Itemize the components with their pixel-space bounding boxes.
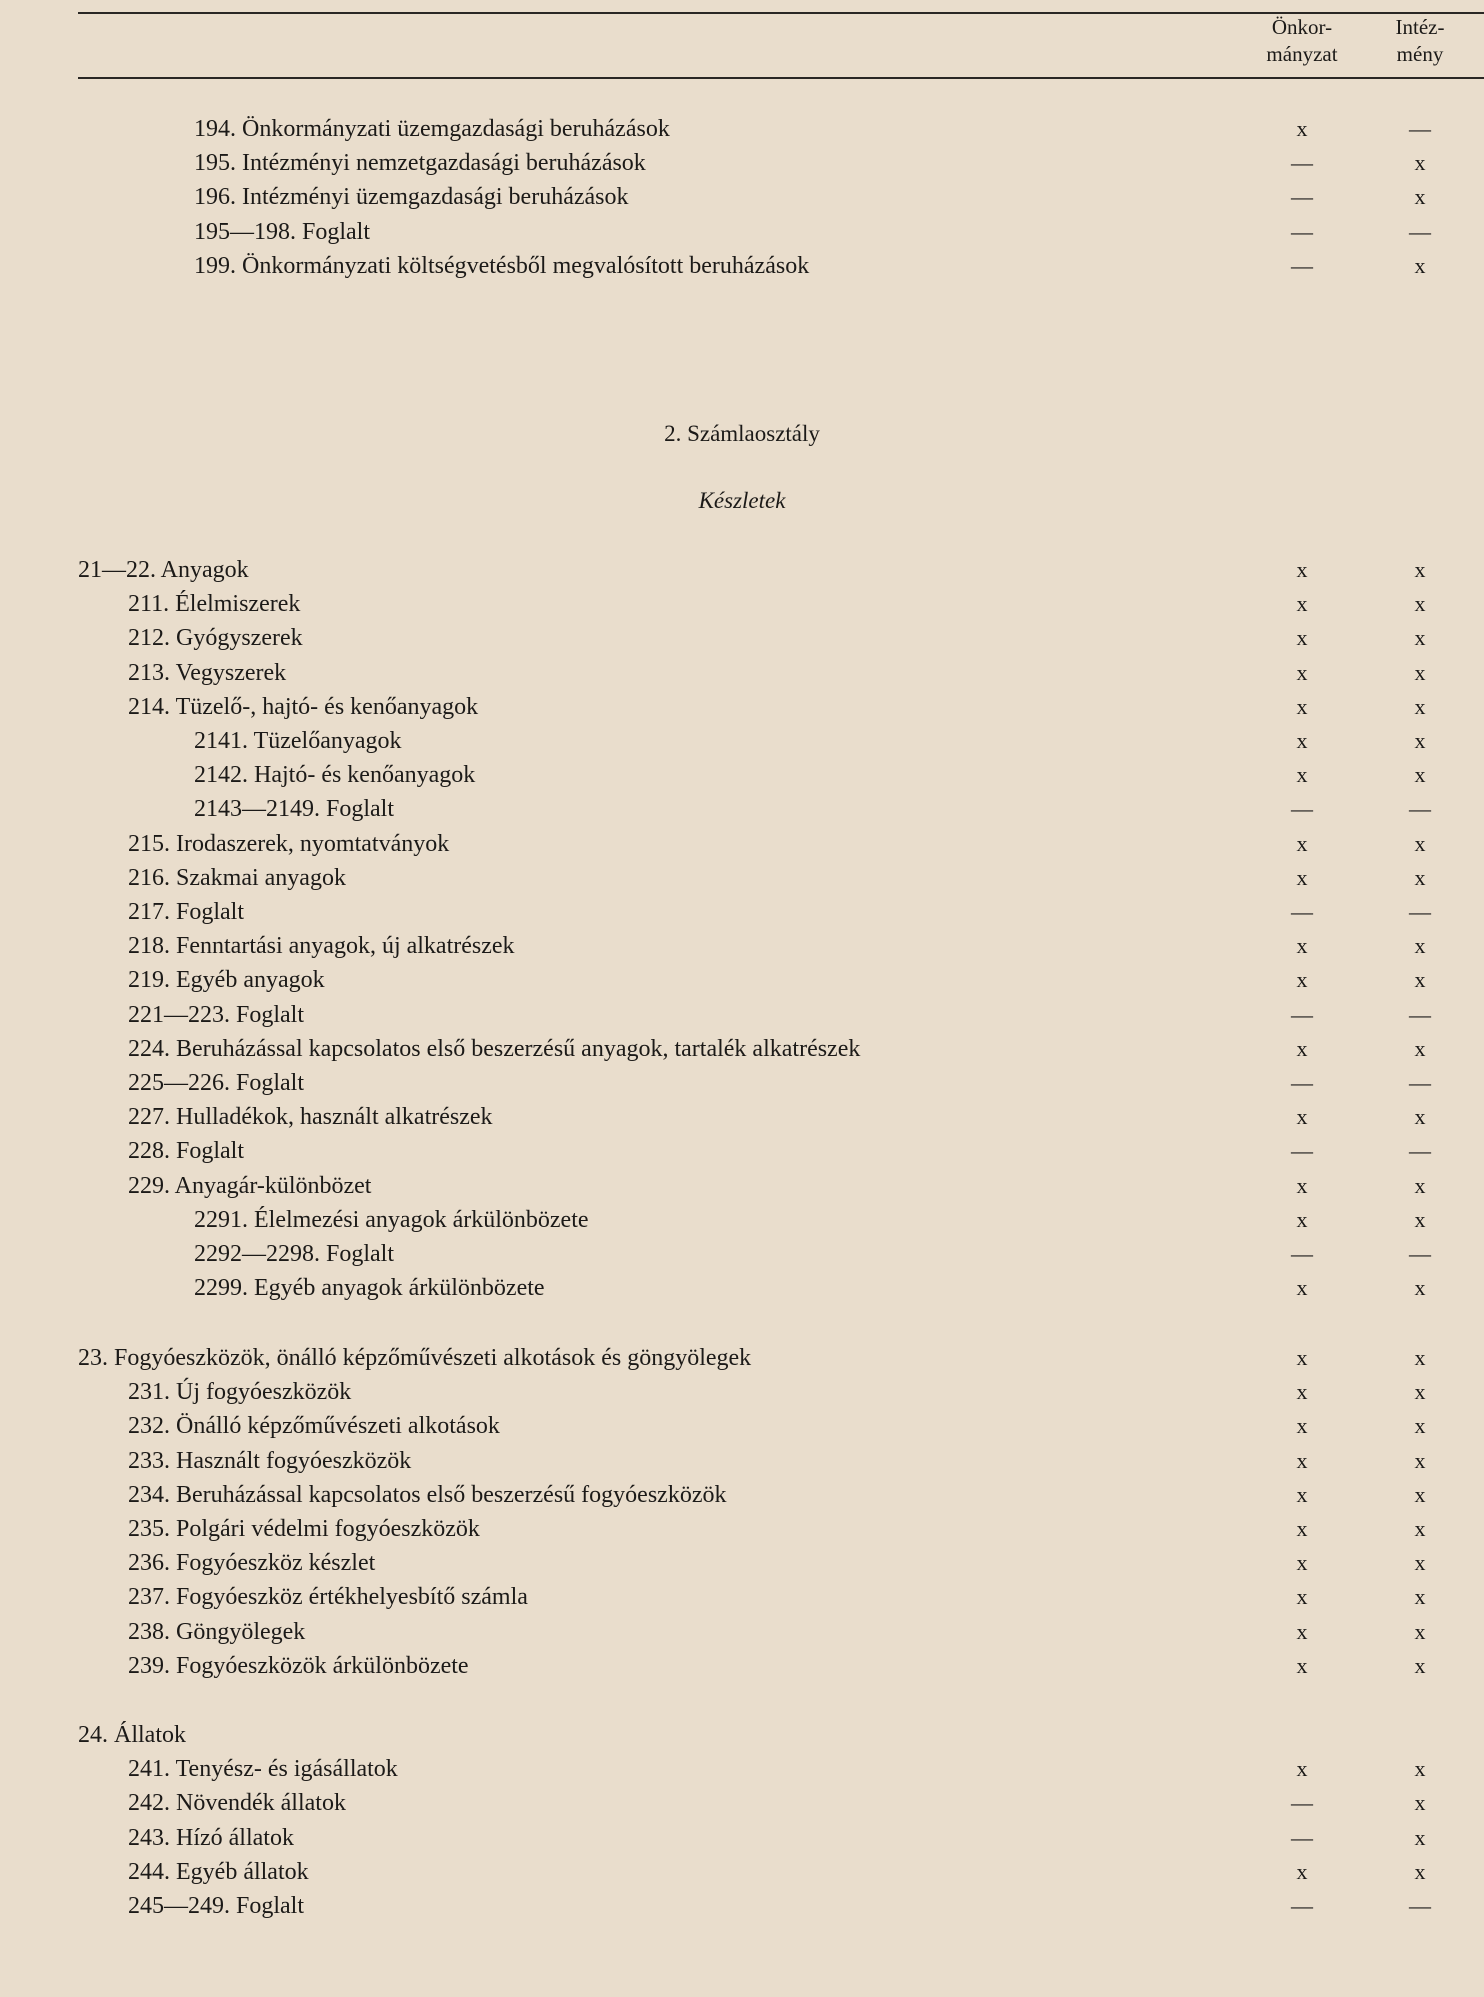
account-label: 211. Élelmiszerek [128,591,301,618]
account-row [0,249,1484,283]
onkormanyzat-mark: — [1291,150,1313,176]
account-row [0,1134,1484,1168]
account-label: 196. Intézményi üzemgazdasági beruházások [194,184,629,211]
account-label: 199. Önkormányzati költségvetésből megvalósított beruházások [194,252,810,279]
account-row [0,792,1484,826]
account-label: 225—226. Foglalt [128,1070,305,1096]
onkormanyzat-mark: x [1296,1584,1308,1610]
intezmeny-mark: x [1414,1618,1426,1644]
onkormanyzat-mark: x [1296,1035,1308,1061]
column-header-intezmeny-line1: Intéz- [1395,15,1445,39]
intezmeny-mark: x [1414,830,1426,856]
account-row [0,112,1484,146]
intezmeny-mark: x [1414,1413,1426,1439]
account-label: 245—249. Foglalt [128,1893,305,1919]
account-row [0,1271,1484,1305]
account-row [0,656,1484,690]
column-header-intezmeny [1360,14,1480,68]
account-row [0,1444,1484,1478]
account-row [0,180,1484,214]
intezmeny-mark: x [1414,557,1426,582]
intezmeny-mark: x [1414,1447,1426,1473]
account-row [0,1066,1484,1100]
onkormanyzat-mark: x [1296,762,1308,788]
intezmeny-mark: — [1409,796,1431,822]
intezmeny-mark: x [1414,252,1426,278]
account-label: 21—22. Anyagok [78,557,249,583]
onkormanyzat-mark: x [1296,1756,1308,1782]
onkormanyzat-mark: x [1296,659,1308,685]
account-label: 244. Egyéb állatok [128,1858,309,1885]
account-label: 195. Intézményi nemzetgazdasági beruházások [194,150,646,177]
account-row [0,1203,1484,1237]
account-label: 235. Polgári védelmi fogyóeszközök [128,1516,480,1542]
account-label: 229. Anyagár-különbözet [128,1172,372,1199]
intezmeny-mark: — [1409,1138,1431,1164]
account-label: 236. Fogyóeszköz készlet [128,1550,376,1577]
column-header-intezmeny-line2: mény [1396,42,1444,66]
onkormanyzat-mark: — [1291,1241,1313,1266]
intezmeny-mark: x [1414,659,1426,685]
intezmeny-mark: x [1414,1550,1426,1576]
account-row [0,1752,1484,1786]
account-label: 242. Növendék állatok [128,1790,346,1817]
account-label: 24. Állatok [78,1722,186,1748]
onkormanyzat-mark: x [1296,1481,1308,1507]
account-row [0,1100,1484,1134]
account-label: 228. Foglalt [128,1138,245,1165]
intezmeny-mark: x [1414,693,1426,719]
intezmeny-mark: x [1414,1756,1426,1782]
account-row [0,690,1484,724]
account-row [0,1718,1484,1752]
onkormanyzat-mark: x [1296,1652,1308,1678]
intezmeny-mark: x [1414,1584,1426,1610]
onkormanyzat-mark: — [1291,1001,1313,1027]
account-row [0,1889,1484,1923]
account-label: 221—223. Foglalt [128,1001,305,1028]
intezmeny-mark: x [1414,762,1426,788]
onkormanyzat-mark: x [1296,967,1308,993]
intezmeny-mark: x [1414,1516,1426,1541]
intezmeny-mark: x [1414,1379,1426,1405]
onkormanyzat-mark: x [1296,1447,1308,1473]
onkormanyzat-mark: — [1291,899,1313,924]
account-row [0,1821,1484,1855]
account-label: 215. Irodaszerek, nyomtatványok [128,830,450,857]
onkormanyzat-mark: x [1296,1345,1308,1370]
intezmeny-mark: x [1414,184,1426,210]
account-label: 219. Egyéb anyagok [128,967,325,994]
intezmeny-mark: x [1414,591,1426,617]
onkormanyzat-mark: x [1296,557,1308,582]
account-row [0,1855,1484,1889]
intezmeny-mark: x [1414,1172,1426,1198]
account-row [0,1341,1484,1375]
intezmeny-mark: — [1409,1001,1431,1027]
onkormanyzat-mark: — [1291,1138,1313,1164]
onkormanyzat-mark: x [1296,1858,1308,1884]
account-label: 195—198. Foglalt [194,218,371,245]
account-row [0,861,1484,895]
onkormanyzat-mark: x [1296,1516,1308,1541]
section-title: 2. Számlaosztály [664,421,820,446]
account-label: 241. Tenyész- és igásállatok [128,1756,398,1783]
account-label: 243. Hízó állatok [128,1824,294,1851]
column-header-onkormanyzat-line2: mányzat [1266,42,1338,66]
onkormanyzat-mark: x [1296,933,1308,959]
account-row [0,146,1484,180]
account-row [0,587,1484,621]
account-row [0,929,1484,963]
account-row [0,1546,1484,1580]
intezmeny-mark: x [1414,864,1426,890]
onkormanyzat-mark: — [1291,796,1313,822]
intezmeny-mark: x [1414,1858,1426,1884]
account-row [0,1512,1484,1546]
account-label: 216. Szakmai anyagok [128,864,346,891]
onkormanyzat-mark: — [1291,1893,1313,1918]
account-row [0,1032,1484,1066]
account-label: 239. Fogyóeszközök árkülönbözete [128,1652,469,1679]
column-header-onkormanyzat [1242,14,1362,68]
onkormanyzat-mark: x [1296,1379,1308,1405]
account-label: 224. Beruházással kapcsolatos első beszerzésű anyagok, tartalék alkatrészek [128,1035,861,1062]
account-label: 217. Foglalt [128,899,245,925]
section-subtitle: Készletek [698,488,786,513]
intezmeny-mark: — [1409,116,1431,141]
account-label: 213. Vegyszerek [128,659,287,686]
account-label: 237. Fogyóeszköz értékhelyesbítő számla [128,1584,528,1611]
onkormanyzat-mark: x [1296,1206,1308,1232]
account-row [0,553,1484,587]
intezmeny-mark: x [1414,967,1426,993]
account-label: 238. Göngyölegek [128,1618,306,1645]
account-label: 234. Beruházással kapcsolatos első beszerzésű fogyóeszközök [128,1481,727,1508]
onkormanyzat-mark: x [1296,1618,1308,1644]
intezmeny-mark: x [1414,1035,1426,1061]
onkormanyzat-mark: x [1296,1275,1308,1301]
account-row [0,1169,1484,1203]
account-row [0,963,1484,997]
account-label: 232. Önálló képzőművészeti alkotások [128,1413,500,1440]
account-label: 23. Fogyóeszközök, önálló képzőművészeti alkotások és göngyölegek [78,1345,752,1371]
account-label: 2142. Hajtó- és kenőanyagok [194,762,476,789]
onkormanyzat-mark: x [1296,591,1308,617]
account-label: 2141. Tüzelőanyagok [194,728,402,754]
onkormanyzat-mark: x [1296,728,1308,753]
intezmeny-mark: x [1414,728,1426,753]
account-row [0,724,1484,758]
intezmeny-mark: x [1414,150,1426,176]
account-label: 218. Fenntartási anyagok, új alkatrészek [128,933,515,960]
onkormanyzat-mark: x [1296,1104,1308,1130]
header-rule [78,77,1484,79]
account-row [0,827,1484,861]
onkormanyzat-mark: — [1291,1824,1313,1850]
intezmeny-mark: x [1414,1206,1426,1232]
account-row [0,1237,1484,1271]
account-row [0,1409,1484,1443]
onkormanyzat-mark: x [1296,1413,1308,1439]
intezmeny-mark: — [1409,1241,1431,1266]
account-label: 2143—2149. Foglalt [194,796,395,823]
onkormanyzat-mark: x [1296,864,1308,890]
account-label: 2299. Egyéb anyagok árkülönbözete [194,1275,545,1302]
account-row [0,621,1484,655]
intezmeny-mark: — [1409,1070,1431,1095]
onkormanyzat-mark: x [1296,1550,1308,1576]
intezmeny-mark: x [1414,1345,1426,1370]
intezmeny-mark: x [1414,1652,1426,1678]
onkormanyzat-mark: x [1296,625,1308,651]
intezmeny-mark: — [1409,1893,1431,1918]
onkormanyzat-mark: — [1291,218,1313,244]
onkormanyzat-mark: x [1296,116,1308,141]
account-label: 233. Használt fogyóeszközök [128,1447,412,1474]
onkormanyzat-mark: — [1291,1790,1313,1816]
account-row [0,1615,1484,1649]
intezmeny-mark: — [1409,899,1431,924]
onkormanyzat-mark: — [1291,1070,1313,1095]
account-label: 212. Gyógyszerek [128,625,303,652]
account-label: 194. Önkormányzati üzemgazdasági beruházások [194,116,670,142]
account-row [0,758,1484,792]
account-row [0,1478,1484,1512]
account-label: 227. Hulladékok, használt alkatrészek [128,1104,493,1131]
intezmeny-mark: x [1414,1275,1426,1301]
intezmeny-mark: x [1414,1790,1426,1816]
intezmeny-mark: x [1414,625,1426,651]
account-row [0,215,1484,249]
intezmeny-mark: x [1414,1481,1426,1507]
column-header-onkormanyzat-line1: Önkor- [1271,15,1333,39]
onkormanyzat-mark: x [1296,1172,1308,1198]
intezmeny-mark: x [1414,933,1426,959]
account-label: 2292—2298. Foglalt [194,1241,395,1267]
account-label: 214. Tüzelő-, hajtó- és kenőanyagok [128,693,479,720]
account-row [0,998,1484,1032]
onkormanyzat-mark: — [1291,252,1313,278]
onkormanyzat-mark: — [1291,184,1313,210]
intezmeny-mark: — [1409,218,1431,244]
account-row [0,1786,1484,1820]
intezmeny-mark: x [1414,1824,1426,1850]
account-row [0,1375,1484,1409]
onkormanyzat-mark: x [1296,693,1308,719]
onkormanyzat-mark: x [1296,830,1308,856]
account-row [0,1649,1484,1683]
account-label: 231. Új fogyóeszközök [128,1379,352,1406]
intezmeny-mark: x [1414,1104,1426,1130]
account-row [0,895,1484,929]
account-label: 2291. Élelmezési anyagok árkülönbözete [194,1206,589,1233]
account-row [0,1580,1484,1614]
